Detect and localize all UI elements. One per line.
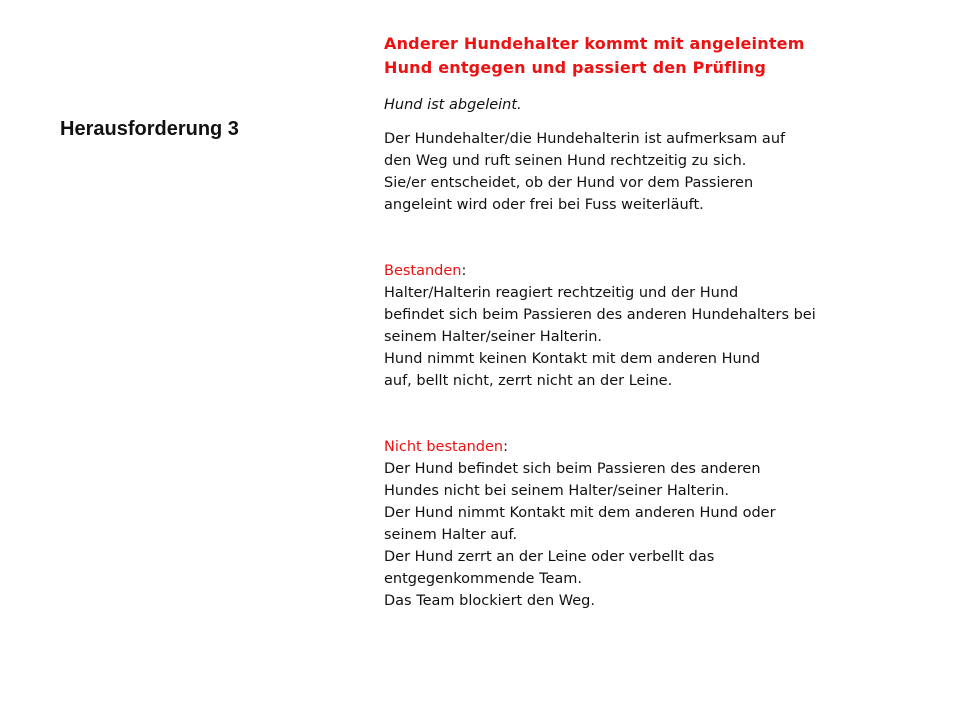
passed-line: auf, bellt nicht, zerrt nicht an der Leine. bbox=[384, 373, 673, 389]
failed-line: entgegenkommende Team. bbox=[384, 571, 583, 587]
description-line: den Weg und ruft seinen Hund rechtzeitig zu sich. bbox=[384, 153, 747, 169]
failed-line: Der Hund zerrt an der Leine oder verbellt das bbox=[384, 549, 715, 565]
passed-label: Bestanden bbox=[384, 263, 462, 279]
passed-line: seinem Halter/seiner Halterin. bbox=[384, 329, 603, 345]
passed-line: befindet sich beim Passieren des anderen Hundehalters bei bbox=[384, 307, 816, 323]
description-line: Der Hundehalter/die Hundehalterin ist aufmerksam auf bbox=[384, 131, 786, 147]
failed-line: Das Team blockiert den Weg. bbox=[384, 593, 595, 609]
failed-label: Nicht bestanden bbox=[384, 439, 504, 455]
passed-line: Halter/Halterin reagiert rechtzeitig und der Hund bbox=[384, 285, 739, 301]
failed-line: Der Hund befindet sich beim Passieren des anderen bbox=[384, 461, 761, 477]
passed-section bbox=[384, 260, 944, 392]
description-line: Sie/er entscheidet, ob der Hund vor dem Passieren bbox=[384, 175, 754, 191]
failed-colon: : bbox=[503, 439, 508, 455]
failed-line: Der Hund nimmt Kontakt mit dem anderen Hund oder bbox=[384, 505, 776, 521]
passed-label-line bbox=[384, 260, 944, 282]
heading-line: Anderer Hundehalter kommt mit angeleintem bbox=[384, 34, 805, 53]
failed-line: seinem Halter auf. bbox=[384, 527, 518, 543]
failed-section bbox=[384, 436, 944, 612]
challenge-subtitle: Hund ist abgeleint. bbox=[384, 97, 522, 113]
challenge-heading bbox=[384, 32, 944, 80]
description-line: angeleint wird oder frei bei Fuss weiterläuft. bbox=[384, 197, 704, 213]
content-area bbox=[384, 32, 944, 612]
challenge-description bbox=[384, 128, 944, 216]
slide-title: Herausforderung 3 bbox=[60, 118, 239, 140]
failed-line: Hundes nicht bei seinem Halter/seiner Halterin. bbox=[384, 483, 730, 499]
heading-line: Hund entgegen und passiert den Prüfling bbox=[384, 58, 767, 77]
passed-line: Hund nimmt keinen Kontakt mit dem anderen Hund bbox=[384, 351, 761, 367]
failed-label-line bbox=[384, 436, 944, 458]
passed-colon: : bbox=[461, 263, 467, 279]
